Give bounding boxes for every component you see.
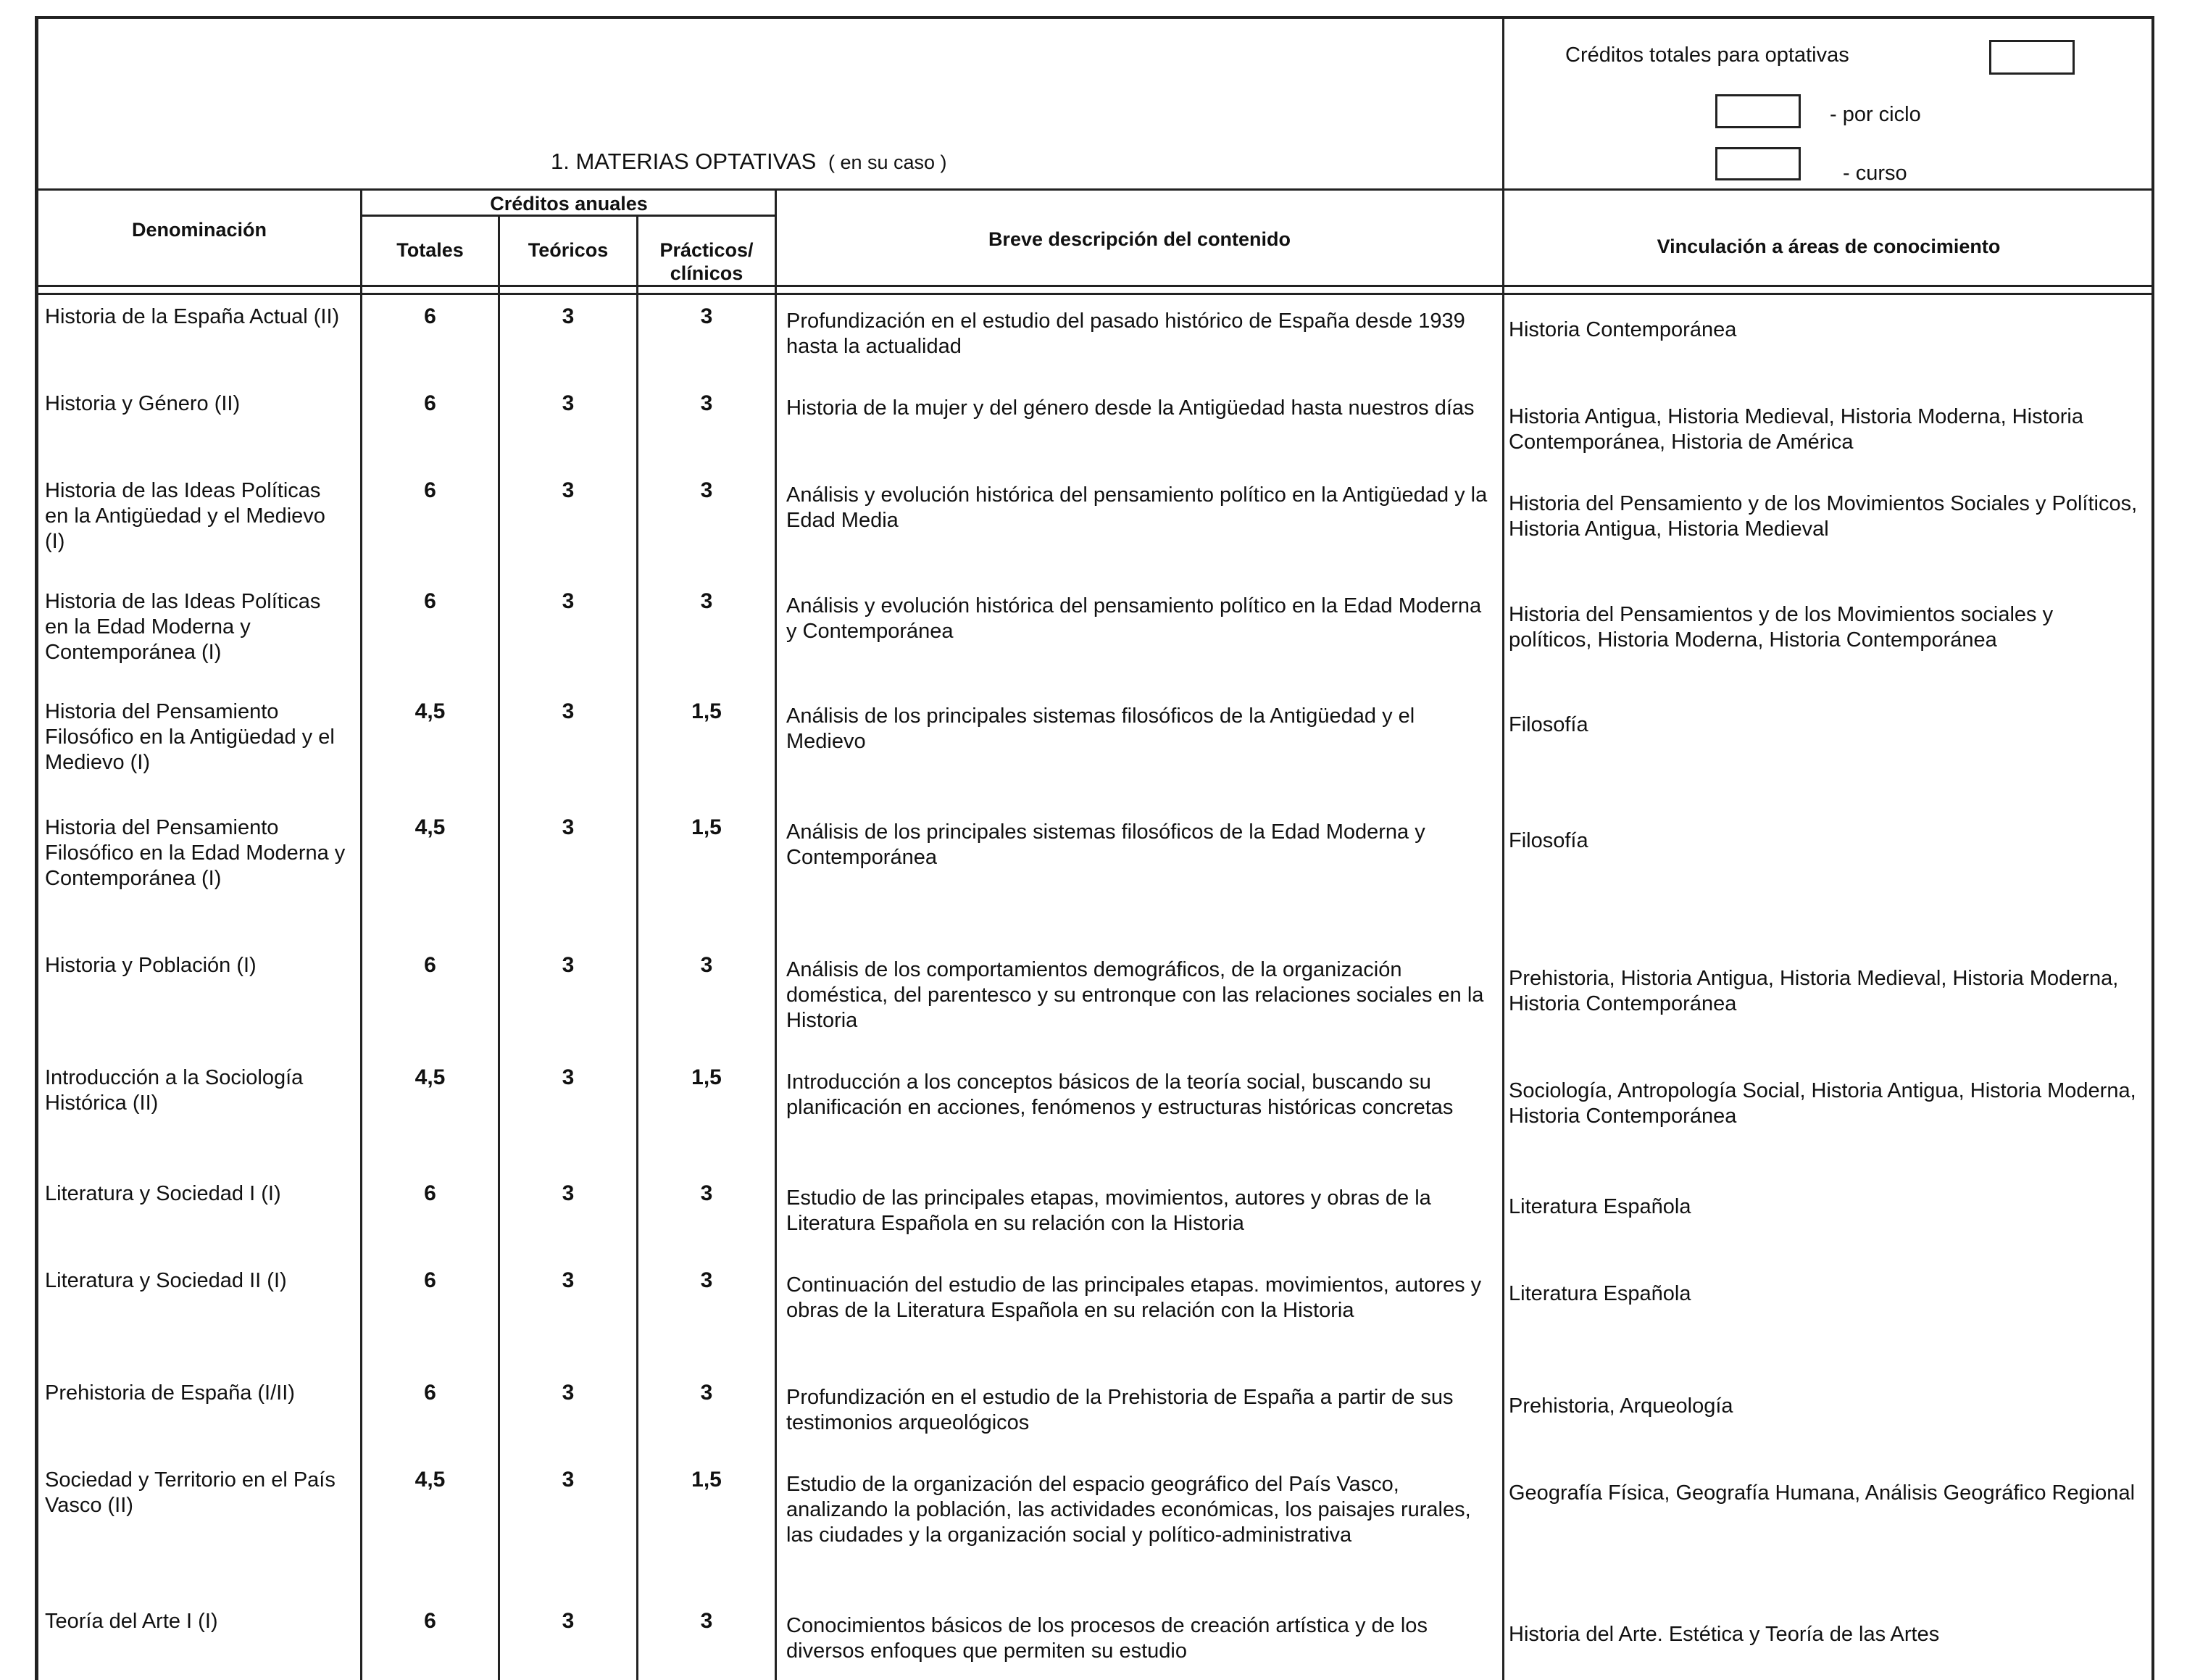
row-name: Historia de la España Actual (II) <box>45 305 340 328</box>
row-name: Historia de las Ideas Políticas en la Edad Moderna y Contemporánea (I) <box>45 590 321 664</box>
row-name: Historia del Pensamiento Filosófico en la Antigüedad y el Medievo (I) <box>45 700 335 774</box>
per-course-label: - curso <box>1843 162 1907 185</box>
row-total: 6 <box>424 304 436 328</box>
row-name: Sociedad y Territorio en el País Vasco (II) <box>45 1468 336 1517</box>
row-areas: Historia del Pensamiento y de los Movimientos Sociales y Políticos, Historia Antigua, Historia Medieval <box>1509 492 2138 541</box>
row-practice: 1,5 <box>691 1468 722 1492</box>
row-theory: 3 <box>562 1468 575 1492</box>
row-practice: 3 <box>700 1181 713 1205</box>
row-theory: 3 <box>562 478 575 502</box>
row-total: 6 <box>424 1181 436 1205</box>
row-description: Profundización en el estudio de la Prehistoria de España a partir de sus testimonios arqueológicos <box>786 1386 1454 1434</box>
row-description: Historia de la mujer y del género desde la Antigüedad hasta nuestros días <box>786 396 1475 420</box>
row-name: Teoría del Arte I (I) <box>45 1610 218 1633</box>
per-cycle-box <box>1715 94 1801 128</box>
per-course-box <box>1715 147 1801 180</box>
row-total: 6 <box>424 953 436 977</box>
row-practice: 1,5 <box>691 1065 722 1089</box>
row-areas: Historia del Arte. Estética y Teoría de las Artes <box>1509 1623 1940 1646</box>
total-column-rule <box>498 216 500 1680</box>
row-theory: 3 <box>562 1381 575 1405</box>
row-theory: 3 <box>562 589 575 613</box>
row-areas: Filosofía <box>1509 713 1588 736</box>
column-header-bottom-rule <box>38 285 2151 287</box>
col-header-name: Denominación <box>131 219 267 241</box>
row-description: Análisis de los principales sistemas filosóficos de la Edad Moderna y Contemporánea <box>786 820 1425 869</box>
row-practice: 3 <box>700 1381 713 1405</box>
col-header-description: Breve descripción del contenido <box>988 228 1291 250</box>
col-header-theory: Teóricos <box>528 239 609 261</box>
row-total: 6 <box>424 589 436 613</box>
row-theory: 3 <box>562 1609 575 1633</box>
row-areas: Sociología, Antropología Social, Historia Antigua, Historia Moderna, Historia Contemporánea <box>1509 1079 2136 1128</box>
row-theory: 3 <box>562 1065 575 1089</box>
row-name: Historia de las Ideas Políticas en la Antigüedad y el Medievo (I) <box>45 479 325 553</box>
row-practice: 3 <box>700 589 713 613</box>
col-header-total: Totales <box>396 239 464 261</box>
row-areas: Literatura Española <box>1509 1282 1691 1305</box>
description-column-rule <box>1502 17 1504 1680</box>
col-header-annual-credits: Créditos anuales <box>490 193 648 215</box>
col-header-areas: Vinculación a áreas de conocimiento <box>1657 236 2001 257</box>
row-areas: Prehistoria, Arqueología <box>1509 1394 1733 1418</box>
practice-column-rule <box>775 190 777 1680</box>
row-theory: 3 <box>562 1181 575 1205</box>
row-areas: Historia del Pensamientos y de los Movimientos sociales y políticos, Historia Moderna, Historia Contemporánea <box>1509 603 2054 652</box>
per-cycle-label: - por ciclo <box>1830 103 1921 126</box>
row-practice: 1,5 <box>691 815 722 839</box>
row-description: Continuación del estudio de las principales etapas. movimientos, autores y obras de la Literatura Española en su relación con la Historia <box>786 1273 1482 1322</box>
row-name: Introducción a la Sociología Histórica (II) <box>45 1066 304 1115</box>
annual-credits-rule <box>360 215 776 217</box>
row-areas: Filosofía <box>1509 829 1588 852</box>
row-description: Análisis de los principales sistemas filosóficos de la Antigüedad y el Medievo <box>786 704 1415 753</box>
row-theory: 3 <box>562 391 575 415</box>
row-total: 4,5 <box>415 1468 446 1492</box>
row-total: 6 <box>424 1381 436 1405</box>
column-header-bottom-rule-2 <box>38 293 2151 295</box>
theory-column-rule <box>636 216 638 1680</box>
row-description: Análisis de los comportamientos demográficos, de la organización doméstica, del parentesco y su entronque con las relaciones sociales en la Historia <box>786 958 1484 1032</box>
row-areas: Literatura Española <box>1509 1195 1691 1218</box>
credits-total-label: Créditos totales para optativas <box>1565 43 1849 67</box>
row-practice: 3 <box>700 478 713 502</box>
col-header-practice-2: clínicos <box>670 262 743 284</box>
row-name: Historia del Pensamiento Filosófico en la Edad Moderna y Contemporánea (I) <box>45 816 346 890</box>
row-theory: 3 <box>562 1268 575 1292</box>
row-total: 6 <box>424 1268 436 1292</box>
row-total: 6 <box>424 391 436 415</box>
col-header-practice-1: Prácticos/ <box>659 239 754 261</box>
row-practice: 3 <box>700 1609 713 1633</box>
row-practice: 3 <box>700 953 713 977</box>
row-areas: Prehistoria, Historia Antigua, Historia Medieval, Historia Moderna, Historia Contemporánea <box>1509 967 2119 1015</box>
section-title-note: ( en su caso ) <box>828 151 947 173</box>
row-total: 4,5 <box>415 699 446 723</box>
section-title-text: 1. MATERIAS OPTATIVAS <box>551 149 817 174</box>
section-title <box>551 149 947 175</box>
row-theory: 3 <box>562 304 575 328</box>
row-name: Historia y Población (I) <box>45 954 257 977</box>
row-practice: 3 <box>700 1268 713 1292</box>
row-total: 4,5 <box>415 1065 446 1089</box>
credits-total-box <box>1989 40 2075 75</box>
row-description: Estudio de las principales etapas, movimientos, autores y obras de la Literatura Española en su relación con la Historia <box>786 1186 1431 1235</box>
row-description: Estudio de la organización del espacio geográfico del País Vasco, analizando la población, las actividades económicas, los paisajes rurales, las ciudades y la organización social y político-administrativa <box>786 1473 1471 1547</box>
row-name: Historia y Género (II) <box>45 392 241 415</box>
row-practice: 3 <box>700 391 713 415</box>
row-name: Literatura y Sociedad I (I) <box>45 1182 281 1205</box>
row-theory: 3 <box>562 953 575 977</box>
row-areas: Historia Contemporánea <box>1509 318 1737 341</box>
row-total: 6 <box>424 478 436 502</box>
row-total: 4,5 <box>415 815 446 839</box>
row-total: 6 <box>424 1609 436 1633</box>
row-areas: Geografía Física, Geografía Humana, Análisis Geográfico Regional <box>1509 1481 2136 1505</box>
row-description: Introducción a los conceptos básicos de la teoría social, buscando su planificación en acciones, fenómenos y estructuras históricas concretas <box>786 1070 1454 1119</box>
row-areas: Historia Antigua, Historia Medieval, Historia Moderna, Historia Contemporánea, Historia de América <box>1509 405 2083 454</box>
row-description: Análisis y evolución histórica del pensamiento político en la Edad Moderna y Contemporánea <box>786 594 1482 643</box>
header-bottom-rule <box>38 188 2151 191</box>
row-theory: 3 <box>562 699 575 723</box>
row-theory: 3 <box>562 815 575 839</box>
row-description: Conocimientos básicos de los procesos de creación artística y de los diversos enfoques que permiten su estudio <box>786 1614 1428 1663</box>
row-practice: 3 <box>700 304 713 328</box>
row-description: Profundización en el estudio del pasado histórico de España desde 1939 hasta la actualidad <box>786 309 1465 358</box>
row-name: Literatura y Sociedad II (I) <box>45 1269 287 1292</box>
row-practice: 1,5 <box>691 699 722 723</box>
row-description: Análisis y evolución histórica del pensamiento político en la Antigüedad y la Edad Media <box>786 483 1488 532</box>
row-name: Prehistoria de España (I/II) <box>45 1381 295 1405</box>
